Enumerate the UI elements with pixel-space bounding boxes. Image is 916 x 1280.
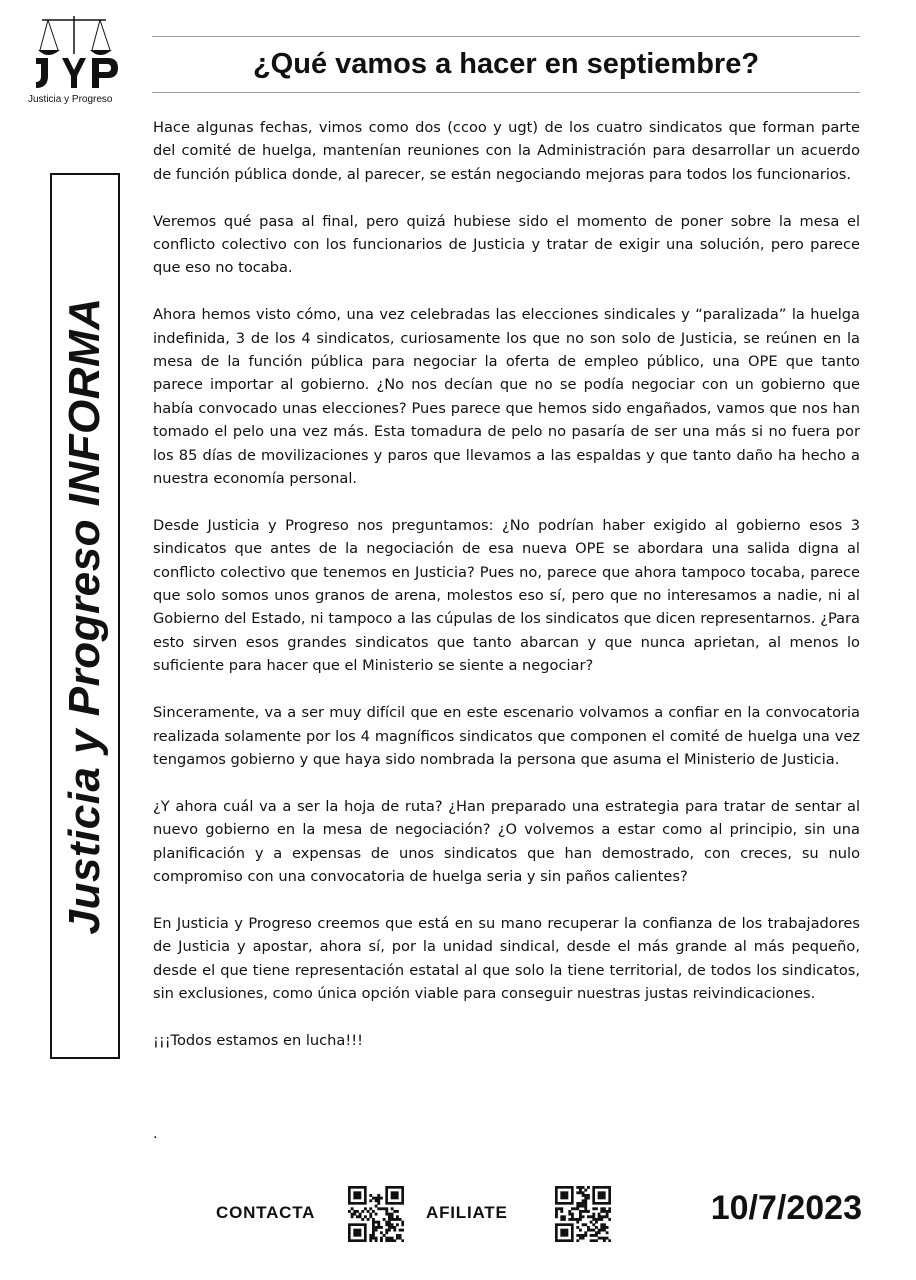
sidebar-banner-text: Justicia y Progreso INFORMA bbox=[60, 297, 109, 935]
jyp-logo bbox=[28, 14, 128, 104]
qr-code-icon bbox=[348, 1186, 404, 1242]
contact-qr-code-icon[interactable] bbox=[348, 1186, 404, 1242]
qr-code-icon bbox=[555, 1186, 611, 1242]
header-bottom-rule bbox=[152, 92, 860, 93]
article-paragraph: Sinceramente, va a ser muy difícil que en este escenario volvamos a confiar en la convocatoria realizada solamente por los 4 magníficos sindicatos que componen el comité de huelga una vez tengamos gobierno y que haya sido nombrada la persona que asuma el Ministerio de Justicia. bbox=[153, 704, 860, 768]
header-top-rule bbox=[152, 36, 860, 37]
closing-slogan: ¡¡¡Todos estamos en lucha!!! bbox=[153, 1031, 363, 1049]
join-label: AFILIATE bbox=[426, 1203, 508, 1222]
logo-caption: Justicia y Progreso bbox=[28, 94, 113, 105]
article-paragraph: Desde Justicia y Progreso nos preguntamos: ¿No podrían haber exigido al gobierno esos 3 sindicatos que antes de la negociación de esa nueva OPE se abordara una salida digna al conflicto colectivo que tenemos en Justicia? Pues no, parece que ahora tampoco tocaba, parece que solo somos unos granos de arena, molestos eso sí, pero que no interesamos a nadie, ni al Gobierno del Estado, ni tampoco a las cúpulas de los sindicatos que dicen representarnos. ¿Para esto sirven esos grandes sindicatos que tanto abarcan y que nunca aprietan, al menos lo suficiente para hacer que el Ministerio se siente a negociar? bbox=[153, 516, 860, 675]
article-paragraph: Hace algunas fechas, vimos como dos (ccoo y ugt) de los cuatro sindicatos que forman parte del comité de huelga, mantenían reuniones con la Administración para desarrollar un acuerdo de función pública donde, al parecer, se están negociando mejoras para todos los funcionarios. bbox=[153, 119, 860, 183]
article-paragraph: Ahora hemos visto cómo, una vez celebradas las elecciones sindicales y “paralizada” la huelga indefinida, 3 de los 4 sindicatos, curiosamente los que no son solo de Justicia, se reúnen en la mesa de la función pública para negociar la oferta de empleo público, una OPE que tanto parece importar al gobierno. ¿No nos decían que no se podía negociar con un gobierno que había convocado unas elecciones? Pues parece que hemos sido engañados, vamos que nos han tomado el pelo una vez más. Esta tomadura de pelo no pasaría de ser una más si no fuera por los 85 días de movilizaciones y paros que llevamos a las espaldas y que tanto daño ha hecho a nuestra economía personal. bbox=[153, 306, 860, 488]
article-paragraph: Veremos qué pasa al final, pero quizá hubiese sido el momento de poner sobre la mesa el conflicto colectivo con los funcionarios de Justicia y tratar de exigir una solución, pero parece que eso no tocaba. bbox=[153, 212, 860, 277]
article-body bbox=[153, 116, 860, 1052]
publication-date: 10/7/2023 bbox=[710, 1189, 862, 1227]
jyp-scales-logo-icon bbox=[28, 14, 128, 94]
trailing-mark: . bbox=[153, 1126, 158, 1142]
article-paragraph: En Justicia y Progreso creemos que está en su mano recuperar la confianza de los trabajadores de Justicia y apostar, ahora sí, por la unidad sindical, desde el más grande al más pequeño, desde el que tiene representación estatal al que solo la tiene territorial, de todos los sindicatos, sin exclusiones, como única opción viable para conseguir nuestras justas reivindicaciones. bbox=[153, 914, 860, 1002]
sidebar-banner bbox=[50, 173, 120, 1059]
page-title: ¿Qué vamos a hacer en septiembre? bbox=[252, 48, 760, 80]
contact-label: CONTACTA bbox=[216, 1203, 316, 1222]
join-qr-code-icon[interactable] bbox=[555, 1186, 611, 1242]
article-paragraph: ¿Y ahora cuál va a ser la hoja de ruta? ¿Han preparado una estrategia para tratar de sentar al nuevo gobierno en la mesa de negociación? ¿O volvemos a estar como al principio, sin una planificación y a expensas de unos sindicatos que han demostrado, con creces, su nulo compromiso con una convocatoria de huelga seria y sin paños calientes? bbox=[153, 797, 860, 885]
